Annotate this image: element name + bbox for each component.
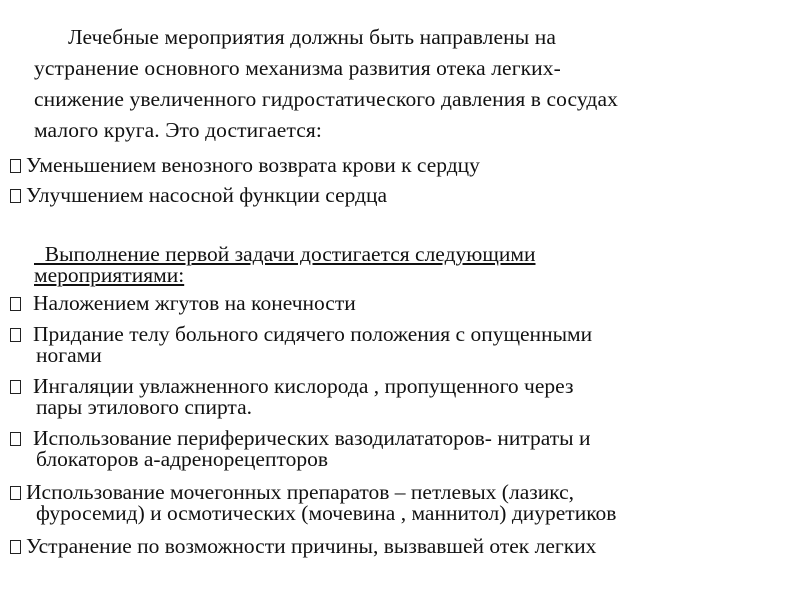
method-item: [10, 152, 780, 178]
box-bullet-icon: [10, 486, 21, 500]
measure-text-continued: блокаторов а-адренорецепторов: [36, 447, 328, 471]
intro-line-1: Лечебные мероприятия должны быть направлены на: [68, 25, 557, 49]
box-bullet-icon: [10, 540, 21, 554]
method-item: [10, 182, 780, 208]
measure-text: Использование мочегонных препаратов – петлевых (лазикс,: [26, 480, 575, 504]
measure-text-continued: пары этилового спирта.: [36, 395, 252, 419]
measure-item: [10, 428, 780, 470]
subheading: [34, 244, 674, 286]
measure-text: Использование периферических вазодилататоров- нитраты и: [33, 426, 591, 450]
measure-text-continued: фуросемид) и осмотических (мочевина , маннитол) диуретиков: [36, 501, 617, 525]
subheading-line-1: Выполнение первой задачи достигается следующими: [34, 242, 536, 266]
measure-item: [10, 293, 780, 314]
measure-text: Наложением жгутов на конечности: [33, 291, 356, 315]
box-bullet-icon: [10, 159, 21, 173]
measure-text-continued: ногами: [36, 343, 102, 367]
measure-text: Придание телу больного сидячего положения с опущенными: [33, 322, 593, 346]
intro-line-2: устранение основного механизма развития отека легких-: [34, 56, 561, 80]
box-bullet-icon: [10, 380, 21, 394]
box-bullet-icon: [10, 432, 21, 446]
box-bullet-icon: [10, 297, 21, 311]
method-text: Улучшением насосной функции сердца: [26, 183, 388, 207]
measure-item: [10, 324, 780, 366]
box-bullet-icon: [10, 328, 21, 342]
measure-item: [10, 376, 780, 418]
intro-line-4: малого круга. Это достигается:: [34, 118, 322, 142]
measure-text: Ингаляции увлажненного кислорода , пропущенного через: [33, 374, 574, 398]
measure-item: [10, 536, 780, 557]
box-bullet-icon: [10, 189, 21, 203]
method-text: Уменьшением венозного возврата крови к сердцу: [26, 153, 480, 177]
subheading-line-2: мероприятиями:: [34, 263, 185, 287]
measure-item: [10, 482, 780, 524]
intro-paragraph: [34, 22, 774, 146]
measure-text: Устранение по возможности причины, вызвавшей отек легких: [26, 534, 597, 558]
intro-line-3: снижение увеличенного гидростатического давления в сосудах: [34, 87, 618, 111]
